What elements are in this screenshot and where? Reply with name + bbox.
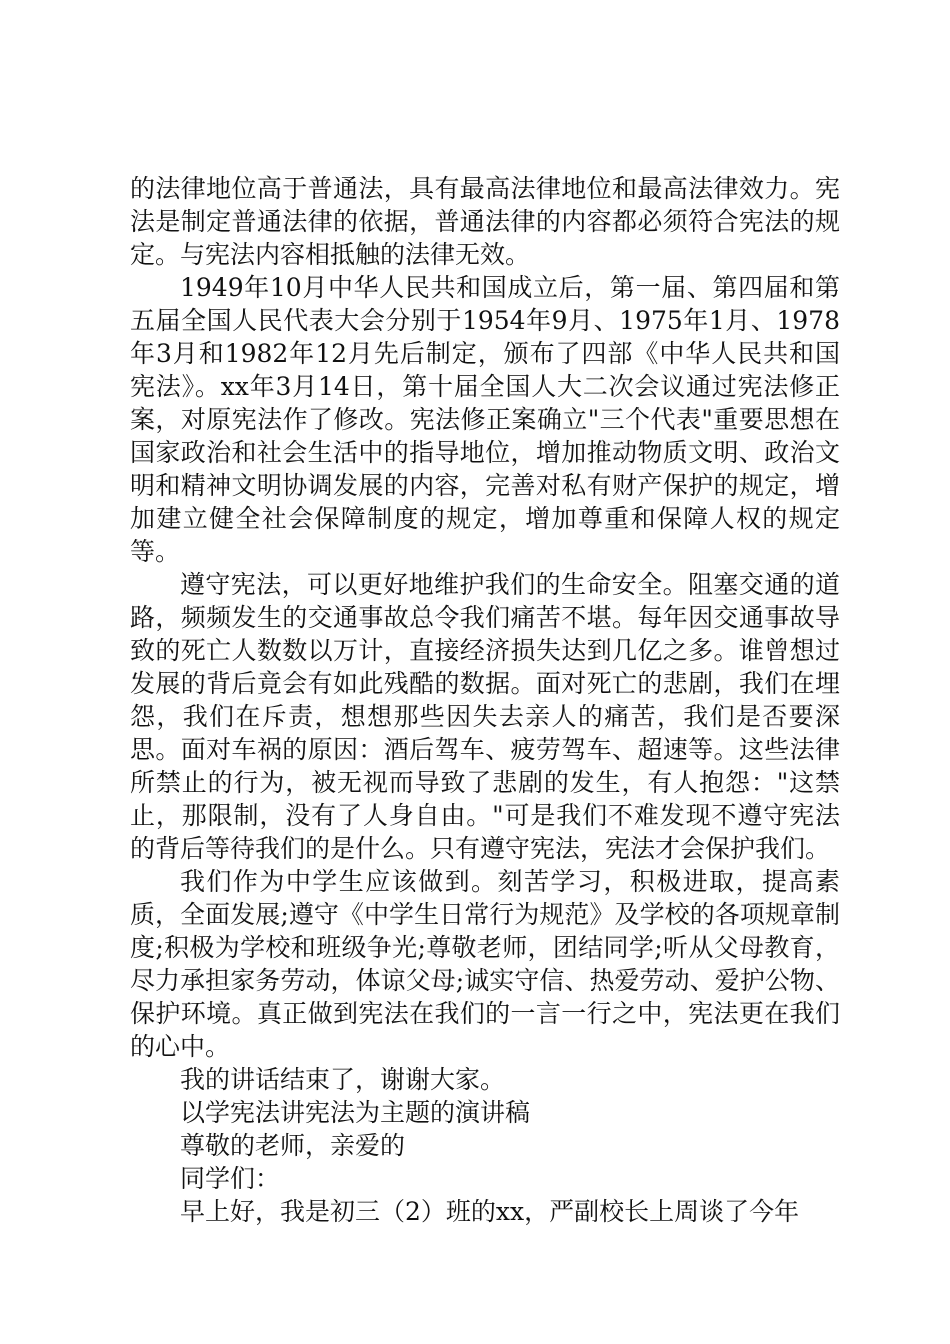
salutation-line-1: 尊敬的老师，亲爱的 (180, 1131, 406, 1160)
paragraph-continuation: 的法律地位高于普通法，具有最高法律地位和最高法律效力。宪法是制定普通法律的依据，普通法律的内容都必须符合宪法的规定。与宪法内容相抵触的法律无效。 (130, 174, 840, 269)
paragraph-traffic-safety: 遵守宪法，可以更好地维护我们的生命安全。阻塞交通的道路，频频发生的交通事故总令我们痛苦不堪。每年因交通事故导致的死亡人数数以万计，直接经济损失达到几亿之多。谁曾想过发展的背后竟会有如此残酷的数据。面对死亡的悲剧，我们在埋怨，我们在斥责，想想那些因失去亲人的痛苦，我们是否要深思。面对车祸的原因：酒后驾车、疲劳驾车、超速等。这些法律所禁止的行为，被无视而导致了悲剧的发生，有人抱怨："这禁止，那限制，没有了人身自由。"可是我们不难发现不遵守宪法的背后等待我们的是什么。只有遵守宪法，宪法才会保护我们。 (130, 570, 840, 863)
paragraph-constitution-history: 1949年10月中华人民共和国成立后，第一届、第四届和第五届全国人民代表大会分别于1954年9月、1975年1月、1978年3月和1982年12月先后制定，颁布了四部《中华人民共和国宪法》。xx年3月14日，第十届全国人大二次会议通过宪法修正案，对原宪法作了修改。宪法修正案确立"三个代表"重要思想在国家政治和社会生活中的指导地位，增加推动物质文明、政治文明和精神文明协调发展的内容，完善对私有财产保护的规定，增加建立健全社会保障制度的规定，增加尊重和保障人权的规定等。 (130, 273, 840, 566)
document-body (130, 172, 840, 1228)
paragraph-student-duties: 我们作为中学生应该做到。刻苦学习，积极进取，提高素质，全面发展;遵守《中学生日常行为规范》及学校的各项规章制度;积极为学校和班级争光;尊敬老师，团结同学;听从父母教育，尽力承担家务劳动，体谅父母;诚实守信、热爱劳动、爱护公物、保护环境。真正做到宪法在我们的一言一行之中，宪法更在我们的心中。 (130, 867, 840, 1061)
opening-line: 早上好，我是初三（2）班的xx，严副校长上周谈了今年 (180, 1197, 800, 1226)
closing-line: 我的讲话结束了，谢谢大家。 (180, 1065, 506, 1094)
salutation-line-2: 同学们： (180, 1164, 281, 1193)
speech-title: 以学宪法讲宪法为主题的演讲稿 (180, 1098, 531, 1127)
